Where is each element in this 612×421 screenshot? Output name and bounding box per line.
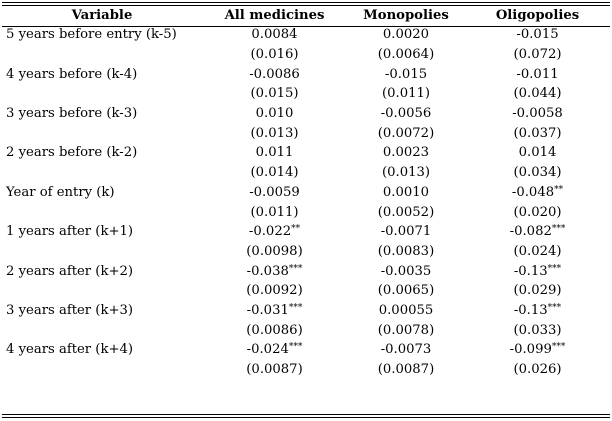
row-label: 2 years after (k+2)	[6, 263, 134, 279]
se-monopolies: (0.011)	[381, 86, 431, 102]
bottom-rule-1	[2, 414, 610, 415]
coef-value: -0.048	[511, 184, 555, 200]
coef-value: -0.082	[509, 224, 552, 240]
table-row-standard-errors	[2, 320, 610, 340]
coef-oligopolies	[465, 183, 610, 203]
row-label: 4 years after (k+4)	[6, 342, 134, 358]
coef-value: -0.015	[516, 27, 559, 43]
table-row-standard-errors	[2, 202, 610, 222]
se-oligopolies: (0.044)	[513, 86, 562, 102]
coef-oligopolies	[465, 340, 610, 360]
se-oligopolies: (0.037)	[513, 125, 562, 141]
significance-stars: ***	[547, 263, 562, 274]
se-all-medicines: (0.016)	[250, 47, 299, 63]
row-label: 4 years before (k-4)	[6, 66, 138, 82]
table-row-coefficients	[2, 340, 610, 360]
se-monopolies: (0.013)	[381, 165, 431, 181]
se-oligopolies: (0.072)	[513, 47, 562, 63]
coef-monopolies	[347, 261, 465, 281]
row-label-empty	[2, 360, 202, 380]
coef-value: -0.13	[513, 302, 548, 318]
se-oligopolies: (0.033)	[513, 322, 562, 338]
coef-monopolies	[347, 25, 465, 45]
coef-value: -0.0056	[380, 106, 432, 122]
se-all-medicines: (0.014)	[250, 165, 299, 181]
coef-monopolies	[347, 104, 465, 124]
row-label: Year of entry (k)	[6, 184, 115, 200]
coef-value: -0.0073	[380, 342, 432, 358]
significance-stars: ***	[551, 224, 566, 235]
coef-all-medicines	[202, 25, 347, 45]
coef-oligopolies	[465, 64, 610, 84]
row-label-empty	[2, 242, 202, 262]
coef-value: -0.024	[246, 342, 289, 358]
significance-stars: **	[554, 184, 564, 195]
coef-value: -0.0086	[249, 66, 300, 82]
significance-stars: ***	[288, 302, 303, 313]
coef-value: -0.015	[384, 66, 428, 82]
bottom-rule-2	[2, 417, 610, 418]
top-rule-1	[2, 2, 610, 3]
se-monopolies: (0.0078)	[377, 322, 435, 338]
row-label-empty	[2, 45, 202, 65]
coef-monopolies	[347, 143, 465, 163]
coef-oligopolies	[465, 104, 610, 124]
results-table	[2, 6, 610, 379]
coef-value: 0.00055	[378, 302, 434, 318]
row-label-empty	[2, 163, 202, 183]
coef-value: 0.0010	[382, 184, 430, 200]
se-oligopolies: (0.034)	[513, 165, 562, 181]
coef-oligopolies	[465, 143, 610, 163]
table-row-standard-errors	[2, 242, 610, 262]
coef-all-medicines	[202, 261, 347, 281]
table-row-coefficients	[2, 301, 610, 321]
coef-all-medicines	[202, 340, 347, 360]
coef-monopolies	[347, 222, 465, 242]
row-label: 3 years after (k+3)	[6, 302, 134, 318]
table-row-coefficients	[2, 143, 610, 163]
coef-all-medicines	[202, 301, 347, 321]
coef-all-medicines	[202, 143, 347, 163]
coef-all-medicines	[202, 222, 347, 242]
significance-stars: ***	[551, 342, 566, 353]
coef-monopolies	[347, 64, 465, 84]
coef-value: -0.0035	[380, 263, 432, 279]
coef-oligopolies	[465, 25, 610, 45]
se-oligopolies: (0.020)	[513, 204, 562, 220]
se-monopolies: (0.0072)	[377, 125, 435, 141]
table-row-coefficients	[2, 222, 610, 242]
row-label-empty	[2, 84, 202, 104]
coef-value: -0.022	[248, 224, 292, 240]
header-row	[2, 6, 610, 25]
table-row-standard-errors	[2, 360, 610, 380]
se-monopolies: (0.0083)	[377, 243, 435, 259]
row-label-empty	[2, 281, 202, 301]
row-label: 5 years before entry (k-5)	[6, 27, 177, 43]
coef-value: -0.031	[246, 302, 289, 318]
table-row-standard-errors	[2, 163, 610, 183]
row-label: 1 years after (k+1)	[6, 224, 134, 240]
se-all-medicines: (0.011)	[250, 204, 299, 220]
row-label: 3 years before (k-3)	[6, 106, 138, 122]
significance-stars: ***	[288, 342, 303, 353]
coef-oligopolies	[465, 301, 610, 321]
header-monopolies: Monopolies	[363, 8, 449, 23]
coef-oligopolies	[465, 261, 610, 281]
se-oligopolies: (0.029)	[513, 283, 562, 299]
coef-value: 0.011	[255, 145, 294, 161]
row-label-empty	[2, 123, 202, 143]
table-body	[2, 25, 610, 379]
coef-monopolies	[347, 340, 465, 360]
table-row-coefficients	[2, 104, 610, 124]
coef-oligopolies	[465, 222, 610, 242]
table-row-coefficients	[2, 64, 610, 84]
se-all-medicines: (0.015)	[250, 86, 299, 102]
se-all-medicines: (0.0098)	[246, 243, 303, 259]
table-row-coefficients	[2, 183, 610, 203]
se-all-medicines: (0.013)	[250, 125, 299, 141]
coef-all-medicines	[202, 104, 347, 124]
coef-value: 0.0023	[382, 145, 430, 161]
significance-stars: **	[291, 224, 301, 235]
significance-stars: ***	[288, 263, 303, 274]
significance-stars: ***	[547, 302, 562, 313]
coef-value: -0.011	[516, 66, 559, 82]
se-monopolies: (0.0087)	[377, 362, 435, 378]
coef-value: 0.010	[255, 106, 294, 122]
coef-all-medicines	[202, 183, 347, 203]
table-row-coefficients	[2, 25, 610, 45]
row-label-empty	[2, 202, 202, 222]
coef-value: -0.0058	[512, 106, 563, 122]
coef-monopolies	[347, 183, 465, 203]
table-row-standard-errors	[2, 45, 610, 65]
se-all-medicines: (0.0087)	[246, 362, 303, 378]
se-all-medicines: (0.0086)	[246, 322, 303, 338]
coef-monopolies	[347, 301, 465, 321]
coef-value: 0.0084	[251, 27, 298, 43]
se-oligopolies: (0.024)	[513, 243, 562, 259]
coef-value: -0.099	[509, 342, 552, 358]
row-label: 2 years before (k-2)	[6, 145, 138, 161]
se-monopolies: (0.0052)	[377, 204, 435, 220]
coef-value: 0.014	[518, 145, 557, 161]
se-all-medicines: (0.0092)	[246, 283, 303, 299]
coef-value: -0.0071	[380, 224, 432, 240]
table-row-standard-errors	[2, 281, 610, 301]
se-monopolies: (0.0064)	[377, 47, 435, 63]
coef-value: -0.13	[513, 263, 548, 279]
header-variable: Variable	[71, 8, 133, 23]
table-row-standard-errors	[2, 123, 610, 143]
table-row-coefficients	[2, 261, 610, 281]
se-oligopolies: (0.026)	[513, 362, 562, 378]
se-monopolies: (0.0065)	[377, 283, 435, 299]
coef-all-medicines	[202, 64, 347, 84]
coef-value: -0.038	[246, 263, 289, 279]
row-label-empty	[2, 320, 202, 340]
header-oligopolies: Oligopolies	[495, 8, 580, 23]
coef-value: 0.0020	[382, 27, 430, 43]
table-row-standard-errors	[2, 84, 610, 104]
coef-value: -0.0059	[249, 184, 300, 200]
header-all-medicines: All medicines	[224, 8, 325, 23]
